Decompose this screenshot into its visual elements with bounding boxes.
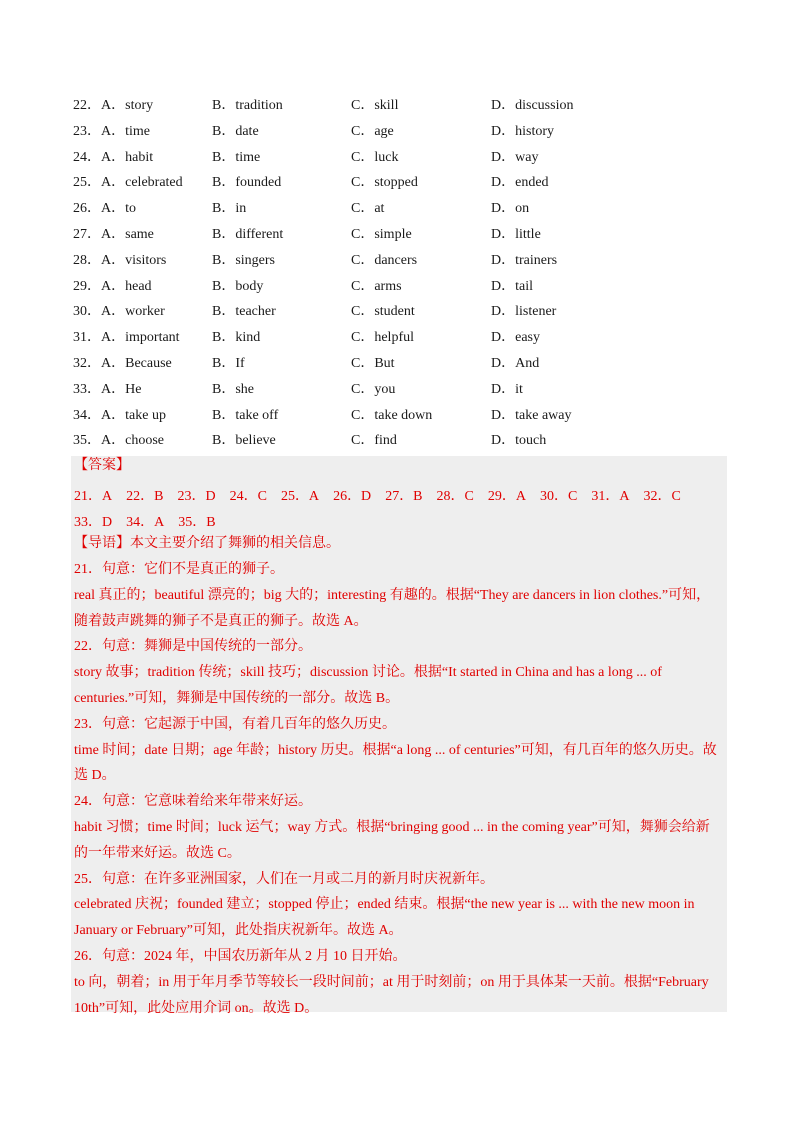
option-letter: C． xyxy=(351,201,375,217)
option-text: singers xyxy=(235,252,276,268)
option-row xyxy=(73,93,733,119)
option-letter: A． xyxy=(101,407,126,423)
explanation-line: story 故事；tradition 传统；skill 技巧；discussion 讨论。根据“It started in China and has a long ... of xyxy=(74,665,662,681)
option-row xyxy=(73,403,733,429)
option-d xyxy=(491,428,546,454)
option-letter: A． xyxy=(101,149,126,165)
explanation-line: 随着鼓声跳舞的狮子不是真正的狮子。故选 A。 xyxy=(74,613,368,629)
option-row xyxy=(73,377,733,403)
option-c xyxy=(351,119,394,145)
option-letter: B． xyxy=(212,355,236,371)
option-letter: B． xyxy=(212,201,236,217)
option-text: history xyxy=(515,123,555,139)
explanation-line: to 向，朝着；in 用于年月季节等较长一段时间前；at 用于时刻前；on 用于具体某一天前。根据“February xyxy=(74,974,709,990)
option-row xyxy=(73,299,733,325)
option-letter: D． xyxy=(491,175,516,191)
option-row xyxy=(73,145,733,171)
option-c xyxy=(351,428,397,454)
option-b xyxy=(212,403,278,429)
option-text: worker xyxy=(125,304,165,320)
option-d xyxy=(491,93,573,119)
option-text: celebrated xyxy=(125,175,183,191)
option-c xyxy=(351,351,395,377)
option-letter: C． xyxy=(351,381,375,397)
option-d xyxy=(491,299,556,325)
passage-intro: 【导语】本文主要介绍了舞狮的相关信息。 xyxy=(74,536,340,551)
option-text: way xyxy=(515,149,539,165)
option-c xyxy=(351,377,395,403)
explanation-line: 10th”可知，此处应用介词 on。故选 D。 xyxy=(74,1000,319,1016)
answer-section xyxy=(71,456,727,1016)
option-row xyxy=(73,119,733,145)
option-letter: C． xyxy=(351,278,375,294)
answer-key: 33．D xyxy=(74,514,113,530)
option-b xyxy=(212,248,275,274)
option-letter: D． xyxy=(491,149,516,165)
option-a xyxy=(73,351,172,377)
option-letter: A． xyxy=(101,433,126,449)
option-text: story xyxy=(125,98,154,113)
question-number: 26． xyxy=(73,201,101,217)
explanation-line: 21．句意：它们不是真正的狮子。 xyxy=(74,562,284,577)
option-letter: B． xyxy=(212,278,236,294)
option-row xyxy=(73,274,733,300)
option-row xyxy=(73,222,733,248)
option-row xyxy=(73,170,733,196)
option-d xyxy=(491,377,523,403)
option-letter: A． xyxy=(101,226,126,242)
option-a xyxy=(73,325,180,351)
option-d xyxy=(491,403,571,429)
option-letter: B． xyxy=(212,175,236,191)
answer-key: 28．C xyxy=(436,489,474,504)
option-b xyxy=(212,145,260,171)
option-row xyxy=(73,248,733,274)
option-a xyxy=(73,222,154,248)
explanation-line: 23．句意：它起源于中国，有着几百年的悠久历史。 xyxy=(74,716,396,732)
option-b xyxy=(212,428,276,454)
option-letter: C． xyxy=(351,355,375,371)
option-text: tail xyxy=(515,278,534,294)
option-text: choose xyxy=(125,433,165,449)
option-row xyxy=(73,351,733,377)
option-letter: C． xyxy=(351,330,375,346)
answer-key: 31．A xyxy=(591,489,630,504)
option-b xyxy=(212,196,246,222)
option-a xyxy=(73,145,153,171)
option-text: touch xyxy=(515,433,547,449)
option-d xyxy=(491,325,540,351)
explanation-line: 选 D。 xyxy=(74,768,116,784)
option-text: And xyxy=(515,355,540,371)
option-b xyxy=(212,299,276,325)
option-text: find xyxy=(374,433,397,449)
option-letter: D． xyxy=(491,201,516,217)
answer-key: 27．B xyxy=(385,489,423,504)
option-a xyxy=(73,377,141,403)
option-text: little xyxy=(515,226,541,242)
option-letter: C． xyxy=(351,433,375,449)
option-letter: B． xyxy=(212,381,236,397)
option-letter: A． xyxy=(101,201,126,217)
option-text: dancers xyxy=(374,252,418,268)
explanation-line: centuries.”可知，舞狮是中国传统的一部分。故选 B。 xyxy=(74,691,400,706)
option-a xyxy=(73,93,153,119)
option-a xyxy=(73,299,165,325)
option-letter: C． xyxy=(351,175,375,191)
option-c xyxy=(351,403,432,429)
question-number: 29． xyxy=(73,278,101,294)
option-text: He xyxy=(125,381,142,397)
option-d xyxy=(491,351,539,377)
answer-key: 24．C xyxy=(229,489,267,504)
option-letter: B． xyxy=(212,123,236,139)
option-b xyxy=(212,377,254,403)
option-d xyxy=(491,248,557,274)
option-text: to xyxy=(125,201,137,217)
option-text: stopped xyxy=(374,175,418,191)
question-number: 31． xyxy=(73,330,101,346)
answer-key: 32．C xyxy=(643,489,681,504)
answer-key: 22．B xyxy=(126,489,164,504)
option-letter: C． xyxy=(351,304,375,320)
option-d xyxy=(491,222,541,248)
option-b xyxy=(212,222,283,248)
option-text: listener xyxy=(515,304,557,320)
option-text: take up xyxy=(125,407,166,423)
option-d xyxy=(491,274,533,300)
option-text: you xyxy=(374,381,396,397)
option-b xyxy=(212,119,259,145)
option-c xyxy=(351,93,398,119)
option-letter: B． xyxy=(212,252,236,268)
explanation-line: 22．句意：舞狮是中国传统的一部分。 xyxy=(74,639,312,655)
option-text: helpful xyxy=(374,330,414,346)
option-letter: C． xyxy=(351,407,375,423)
option-text: body xyxy=(235,278,264,294)
answer-key: 23．D xyxy=(177,489,216,504)
option-letter: D． xyxy=(491,252,516,268)
option-c xyxy=(351,299,415,325)
option-c xyxy=(351,170,418,196)
option-b xyxy=(212,325,260,351)
question-number: 32． xyxy=(73,355,101,371)
option-b xyxy=(212,170,281,196)
option-text: ended xyxy=(515,175,549,191)
option-text: habit xyxy=(125,149,154,165)
option-letter: D． xyxy=(491,123,516,139)
explanation-line: real 真正的；beautiful 漂亮的；big 大的；interesting 有趣的。根据“They are dancers in lion clothes.”可知， xyxy=(74,587,711,603)
option-letter: D． xyxy=(491,98,516,113)
question-number: 28． xyxy=(73,252,101,268)
explanation-line: 26．句意：2024 年，中国农历新年从 2 月 10 日开始。 xyxy=(74,949,407,964)
option-text: easy xyxy=(515,330,541,346)
option-letter: A． xyxy=(101,278,126,294)
option-text: in xyxy=(235,201,247,217)
explanation-line: 25．句意：在许多亚洲国家，人们在一月或二月的新月时庆祝新年。 xyxy=(74,871,494,887)
option-text: Because xyxy=(125,355,172,371)
option-a xyxy=(73,196,136,222)
option-b xyxy=(212,274,263,300)
question-number: 33． xyxy=(73,381,101,397)
option-text: she xyxy=(235,381,255,397)
option-b xyxy=(212,351,245,377)
option-a xyxy=(73,248,166,274)
option-text: trainers xyxy=(515,252,558,268)
answer-key: 21．A xyxy=(74,489,113,504)
answer-key: 34．A xyxy=(126,514,165,530)
option-a xyxy=(73,428,164,454)
option-text: simple xyxy=(374,226,412,242)
option-text: If xyxy=(235,355,245,371)
option-letter: D． xyxy=(491,330,516,346)
option-letter: B． xyxy=(212,433,236,449)
option-letter: B． xyxy=(212,226,236,242)
explanation-line: 24．句意：它意味着给来年带来好运。 xyxy=(74,794,312,810)
option-a xyxy=(73,170,183,196)
option-letter: A． xyxy=(101,175,126,191)
option-d xyxy=(491,196,529,222)
option-text: discussion xyxy=(515,98,574,113)
option-letter: B． xyxy=(212,149,236,165)
option-text: visitors xyxy=(125,252,167,268)
option-text: time xyxy=(125,123,151,139)
option-d xyxy=(491,170,549,196)
option-a xyxy=(73,119,150,145)
answer-key: 35．B xyxy=(178,514,216,530)
option-letter: A． xyxy=(101,304,126,320)
option-letter: B． xyxy=(212,98,236,113)
option-letter: C． xyxy=(351,98,375,113)
option-text: different xyxy=(235,226,284,242)
option-text: same xyxy=(125,226,154,242)
question-number: 24． xyxy=(73,149,101,165)
option-text: believe xyxy=(235,433,276,449)
option-letter: D． xyxy=(491,226,516,242)
option-letter: C． xyxy=(351,123,375,139)
answer-key: 29．A xyxy=(487,489,526,504)
question-number: 27． xyxy=(73,226,101,242)
option-c xyxy=(351,274,402,300)
option-letter: D． xyxy=(491,304,516,320)
option-text: But xyxy=(374,355,395,371)
option-text: on xyxy=(515,201,530,217)
options-table xyxy=(73,93,733,454)
option-letter: A． xyxy=(101,252,126,268)
option-letter: D． xyxy=(491,355,516,371)
option-text: important xyxy=(125,330,180,346)
option-text: take off xyxy=(235,407,279,423)
option-text: take down xyxy=(374,407,433,423)
option-text: luck xyxy=(374,149,399,165)
option-letter: D． xyxy=(491,407,516,423)
option-text: age xyxy=(374,123,394,139)
option-a xyxy=(73,274,152,300)
question-number: 22． xyxy=(73,98,101,113)
option-text: tradition xyxy=(235,98,283,113)
option-text: it xyxy=(515,381,523,397)
option-text: teacher xyxy=(235,304,276,320)
question-number: 35． xyxy=(73,433,101,449)
explanation-line: habit 习惯；time 时间；luck 运气；way 方式。根据“bringing good ... in the coming year”可知，舞狮会给新 xyxy=(74,820,710,835)
explanation-line: celebrated 庆祝；founded 建立；stopped 停止；ended 结束。根据“the new year is ... with the new moon in xyxy=(74,897,695,913)
option-row xyxy=(73,428,733,454)
option-text: student xyxy=(374,304,415,320)
option-letter: B． xyxy=(212,304,236,320)
option-c xyxy=(351,222,412,248)
option-letter: D． xyxy=(491,381,516,397)
option-letter: C． xyxy=(351,252,375,268)
option-text: founded xyxy=(235,175,282,191)
option-letter: D． xyxy=(491,433,516,449)
option-text: kind xyxy=(235,330,261,346)
option-b xyxy=(212,93,283,119)
option-text: take away xyxy=(515,407,572,423)
option-letter: A． xyxy=(101,381,126,397)
explanation-line: January or February”可知，此处指庆祝新年。故选 A。 xyxy=(74,923,403,939)
option-text: skill xyxy=(374,98,399,113)
option-letter: B． xyxy=(212,330,236,346)
explanation-line: time 时间；date 日期；age 年龄；history 历史。根据“a long ... of centuries”可知，有几百年的悠久历史。故 xyxy=(74,742,717,758)
option-text: at xyxy=(374,201,385,217)
option-c xyxy=(351,248,417,274)
option-c xyxy=(351,196,384,222)
option-letter: A． xyxy=(101,330,126,346)
option-text: head xyxy=(125,278,152,294)
option-d xyxy=(491,119,554,145)
option-letter: A． xyxy=(101,355,126,371)
question-number: 25． xyxy=(73,175,101,191)
option-letter: D． xyxy=(491,278,516,294)
question-number: 30． xyxy=(73,304,101,320)
answer-keys xyxy=(74,484,722,535)
option-letter: C． xyxy=(351,149,375,165)
option-c xyxy=(351,325,414,351)
option-row xyxy=(73,325,733,351)
question-number: 34． xyxy=(73,407,101,423)
answer-heading: 【答案】 xyxy=(74,458,130,473)
option-c xyxy=(351,145,398,171)
option-letter: B． xyxy=(212,407,236,423)
question-number: 23． xyxy=(73,123,101,139)
option-a xyxy=(73,403,166,429)
option-letter: C． xyxy=(351,226,375,242)
option-letter: A． xyxy=(101,98,126,113)
explanation-line: 的一年带来好运。故选 C。 xyxy=(74,845,241,861)
option-text: arms xyxy=(374,278,402,294)
option-text: time xyxy=(235,149,261,165)
option-text: date xyxy=(235,123,259,139)
answer-key: 26．D xyxy=(333,489,372,504)
answer-key: 30．C xyxy=(540,489,578,504)
answer-key: 25．A xyxy=(280,489,320,504)
option-row xyxy=(73,196,733,222)
option-letter: A． xyxy=(101,123,126,139)
option-d xyxy=(491,145,538,171)
